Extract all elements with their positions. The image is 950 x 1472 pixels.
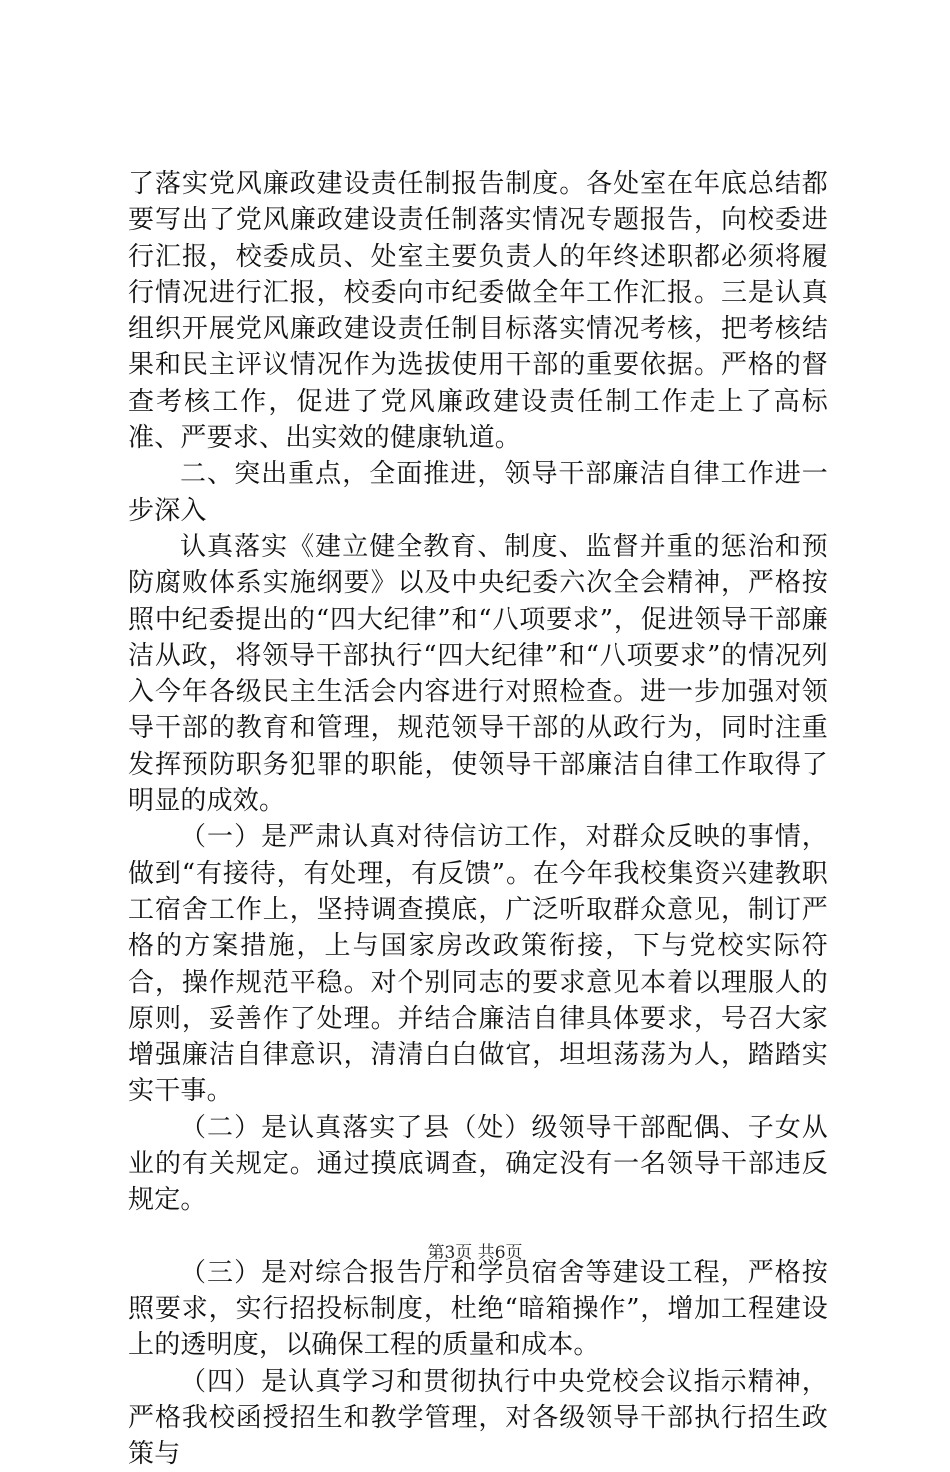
paragraph-item-4: （四）是认真学习和贯彻执行中央党校会议指示精神，严格我校函授招生和教学管理，对各级领导干部执行招生政策与 [128, 1364, 828, 1472]
paragraph-body: 认真落实《建立健全教育、制度、监督并重的惩治和预防腐败体系实施纲要》以及中央纪委六次全会精神，严格按照中纪委提出的“四大纪律”和“八项要求”，促进领导干部廉洁从政，将领导干部执行“四大纪律”和“八项要求”的情况列入今年各级民主生活会内容进行对照检查。进一步加强对领导干部的教育和管理，规范领导干部的从政行为，同时注重发挥预防职务犯罪的职能，使领导干部廉洁自律工作取得了明显的成效。 [128, 529, 828, 819]
paragraph-item-1: （一）是严肃认真对待信访工作，对群众反映的事情，做到“有接待，有处理，有反馈”。在今年我校集资兴建教职工宿舍工作上，坚持调查摸底，广泛听取群众意见，制订严格的方案措施，上与国家房改政策衔接，下与党校实际符合，操作规范平稳。对个别同志的要求意见本着以理服人的原则，妥善作了处理。并结合廉洁自律具体要求，号召大家增强廉洁自律意识，清清白白做官，坦坦荡荡为人，踏踏实实干事。 [128, 819, 828, 1109]
paragraph-continuation: 了落实党风廉政建设责任制报告制度。各处室在年底总结都要写出了党风廉政建设责任制落实情况专题报告，向校委进行汇报，校委成员、处室主要负责人的年终述职都必须将履行情况进行汇报，校委向市纪委做全年工作汇报。三是认真组织开展党风廉政建设责任制目标落实情况考核，把考核结果和民主评议情况作为选拔使用干部的重要依据。严格的督查考核工作，促进了党风廉政建设责任制工作走上了高标准、严要求、出实效的健康轨道。 [128, 166, 828, 456]
paragraph-item-3: （三）是对综合报告厅和学员宿舍等建设工程，严格按照要求，实行招投标制度，杜绝“暗箱操作”，增加工程建设上的透明度，以确保工程的质量和成本。 [128, 1255, 828, 1364]
document-body [128, 166, 828, 1472]
section-heading: 二、突出重点，全面推进，领导干部廉洁自律工作进一步深入 [128, 456, 828, 529]
paragraph-item-2: （二）是认真落实了县（处）级领导干部配偶、子女从业的有关规定。通过摸底调查，确定没有一名领导干部违反规定。 [128, 1110, 828, 1219]
page-number-footer: 第3页 共6页 [0, 1238, 950, 1263]
